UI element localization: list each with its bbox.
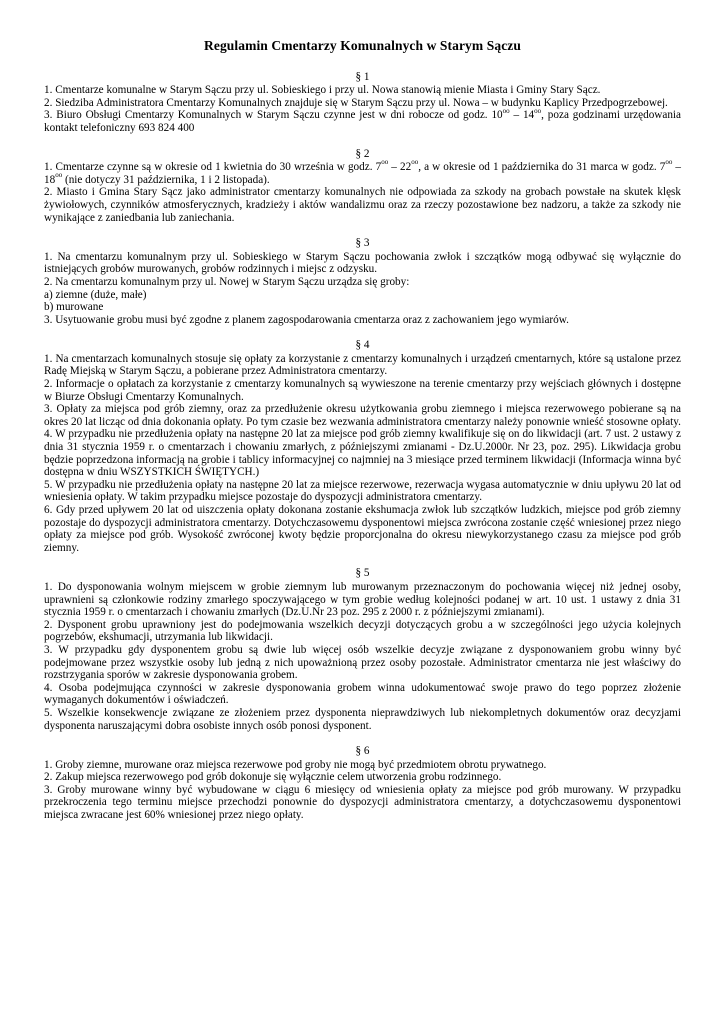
section-heading: § 1: [355, 70, 370, 83]
paragraph: 1. Groby ziemne, murowane oraz miejsca rezerwowe pod groby nie mogą być przedmiotem obrotu prywatnego.: [44, 758, 547, 771]
section-4: [44, 339, 681, 554]
paragraph: 1. Cmentarze czynne są w okresie od 1 kwietnia do 30 września w godz. $7^{oo} - 22^{oo}$, a w okresie od 1 października do 31 marca w godz. $7^{oo} - 18^{oo}$ (nie dotyczy 31 października, 1 i 2 listopada).: [44, 158, 682, 186]
paragraph: a) ziemne (duże, małe): [44, 288, 147, 301]
paragraph: 2. Siedziba Administratora Cmentarzy Komunalnych znajduje się w Starym Sączu przy ul. Nowa – w budynku Kaplicy Przedpogrzebowej.: [44, 96, 668, 109]
section-6: [44, 745, 681, 822]
document-page: [44, 30, 681, 822]
section-heading: § 5: [355, 567, 370, 580]
section-heading: § 4: [355, 339, 370, 352]
paragraph: 3. Biuro Obsługi Cmentarzy Komunalnych w Starym Sączu czynne jest w dni robocze od godz. $10^{oo} - 14^{oo}$, poza godzinami urzędowania kontakt telefoniczny 693 824 400: [44, 106, 681, 134]
section-2: [44, 148, 681, 225]
section-3: [44, 237, 681, 326]
paragraph: 5. W przypadku nie przedłużenia opłaty na następne 20 lat za miejsce rezerwowe, rezerwacja wygasa automatycznie w dniu upływu 20 lat od wniesienia opłaty. W takim przypadku miejsce pozostaje do dyspozycji administratora cmentarzy.: [44, 478, 681, 504]
paragraph: 4. W przypadku nie przedłużenia opłaty na następne 20 lat za miejsce pod grób ziemny kwalifikuje się on do likwidacji (art. 7 ust. 2 ustawy z dnia 31 stycznia 1959 r. o cmentarzach i chowaniu zmarłych, z późniejszymi zmianami - Dz.U.2000r. Nr 23, poz. 295). Likwidacja grobu będzie poprzedzona informacją na grobie i tablicy informacyjnej co najmniej na 3 miesiące przed terminem likwidacji (Informacja winna być dostępna w dniu WSZYSTKICH ŚWIĘTYCH.): [44, 428, 681, 479]
sections-container: [44, 71, 681, 822]
paragraph: 2. Na cmentarzu komunalnym przy ul. Nowej w Starym Sączu urządza się groby:: [44, 275, 410, 288]
paragraph: 3. Opłaty za miejsca pod grób ziemny, oraz za przedłużenie okresu użytkowania grobu ziemnego i miejsca rezerwowego pobierane są na okres 20 lat licząc od dnia dokonania opłaty. Po tym czasie bez wezwania administratora cmentarzy należy ponownie wnieść stosowne opłaty.: [44, 403, 681, 428]
document-title: Regulamin Cmentarzy Komunalnych w Starym Sączu: [204, 38, 521, 53]
paragraph: 2. Informacje o opłatach za korzystanie z cmentarzy komunalnych są wywieszone na terenie cmentarzy przy wejściach głównych i dostępne w Biurze Obsługi Cmentarzy Komunalnych.: [44, 378, 681, 403]
section-heading: § 2: [355, 147, 370, 160]
paragraph: 5. Wszelkie konsekwencje związane ze złożeniem przez dysponenta nieprawdziwych lub niekompletnych dokumentów oraz decyzjami dysponenta naruszającymi dobra osobiste innych osób ponosi dysponent.: [44, 706, 681, 732]
paragraph: 2. Dysponent grobu uprawniony jest do podejmowania wszelkich decyzji dotyczących grobu a w szczególności jego użycia kolejnych pogrzebów, ekshumacji, utrzymania lub likwidacji.: [44, 618, 681, 644]
paragraph: 4. Osoba podejmująca czynności w zakresie dysponowania grobem winna udokumentować swoje prawo do tego poprzez złożenie wymaganych dokumentów i oświadczeń.: [44, 681, 681, 707]
paragraph: 1. Na cmentarzach komunalnych stosuje się opłaty za korzystanie z cmentarzy komunalnych i urządzeń cmentarnych, które są ustalone przez Radę Miejską w Starym Sączu, a pobierane przez Administratora cmentarzy.: [44, 352, 681, 378]
paragraph: 6. Gdy przed upływem 20 lat od uiszczenia opłaty dokonana zostanie ekshumacja zwłok lub szczątków ludzkich, miejsce pod grób ziemny pozostaje do dyspozycji administratora cmentarzy. Dotychczasowemu dysponentowi miejsca zwrócona zostanie część wniesionej przez niego opłaty za miejsce pod grób. Wysokość zwróconej kwoty będzie proporcjonalna do okresu niewykorzystanego czasu za miejsce pod grób ziemny.: [44, 504, 681, 554]
paragraph: 1. Cmentarze komunalne w Starym Sączu przy ul. Sobieskiego i przy ul. Nowa stanowią mienie Miasta i Gminy Stary Sącz.: [44, 84, 601, 97]
paragraph: b) murowane: [44, 301, 104, 314]
section-1: [44, 71, 681, 135]
section-heading: § 6: [355, 745, 370, 758]
section-heading: § 3: [355, 237, 370, 250]
paragraph: 3. W przypadku gdy dysponentem grobu są dwie lub więcej osób wszelkie decyzje związane z dysponowaniem grobu winny być podejmowane przez wszystkie osoby lub jedną z nich upoważnioną przez osoby pozostałe. Administrator cmentarza nie jest właściwy do rozstrzygania sporów w zakresie dysponowania grobem.: [44, 643, 681, 682]
paragraph: 3. Groby murowane winny być wybudowane w ciągu 6 miesięcy od wniesienia opłaty za miejsce pod grób murowany. W przypadku przekroczenia tego terminu miejsce przechodzi ponownie do dyspozycji administratora cmentarzy, a dotychczasowemu dysponentowi miejsca zwracane jest 60% wniesionej przez niego opłaty.: [44, 783, 681, 822]
section-5: [44, 567, 681, 732]
paragraph: 2. Zakup miejsca rezerwowego pod grób dokonuje się wyłącznie celem utworzenia grobu rodzinnego.: [44, 771, 502, 784]
paragraph: 1. Na cmentarzu komunalnym przy ul. Sobieskiego w Starym Sączu pochowania zwłok i szczątków mogą odbywać się wyłącznie do istniejących grobów murowanych, grobów rodzinnych i miejsc z odzysku.: [44, 250, 681, 276]
paragraph: 2. Miasto i Gmina Stary Sącz jako administrator cmentarzy komunalnych nie odpowiada za szkody na grobach powstałe na skutek klęsk żywiołowych, czynników atmosferycznych, kradzieży i aktów wandalizmu oraz za rzeczy pozostawione bez nadzoru, a także za szkody nie wynikające z zaniedbania lub zaniechania.: [44, 186, 681, 224]
paragraph: 3. Usytuowanie grobu musi być zgodne z planem zagospodarowania cmentarza oraz z zachowaniem jego wymiarów.: [44, 313, 569, 326]
paragraph: 1. Do dysponowania wolnym miejscem w grobie ziemnym lub murowanym przeznaczonym do pochowania więcej niż jednej osoby, uprawnieni są członkowie rodziny zmarłego spoczywającego w tym grobie według kolejności podanej w art. 10 ust. 1 ustawy z dnia 31 stycznia 1959 r. o cmentarzach i chowaniu zmarłych (Dz.U.Nr 23 poz. 295 z 2000 r. z późniejszymi zmianami).: [44, 580, 681, 619]
